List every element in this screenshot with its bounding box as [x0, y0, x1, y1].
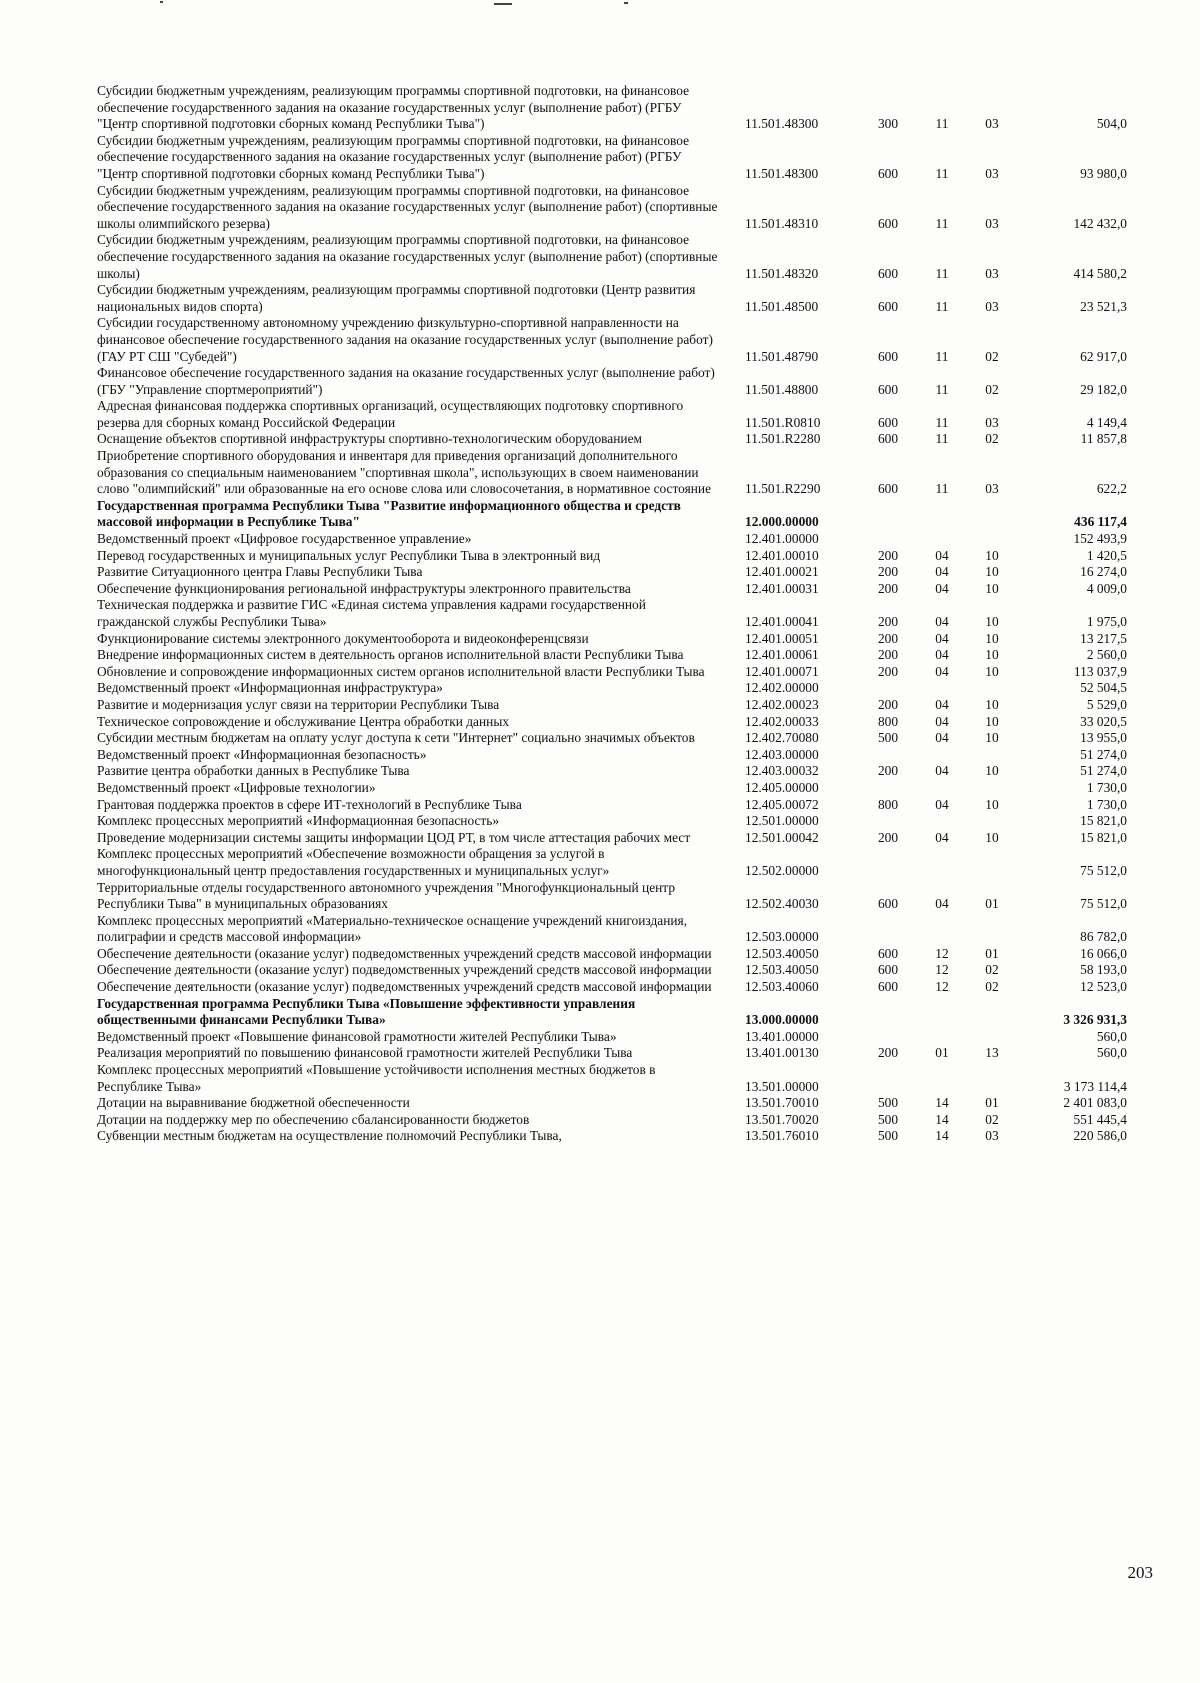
row-code: 12.501.00000 — [745, 813, 819, 829]
row-subsection: 02 — [985, 348, 999, 364]
row-section — [917, 813, 967, 830]
row-amount: 2 560,0 — [1086, 647, 1127, 663]
row-subsection: 10 — [985, 763, 999, 779]
row-section: 04 — [935, 614, 949, 629]
table-row — [97, 597, 1137, 630]
row-name: Оснащение объектов спортивной инфраструктуры спортивно-технологическим оборудованием — [97, 431, 642, 447]
row-subsection: 03 — [985, 215, 999, 231]
row-amount: 52 504,5 — [1080, 680, 1127, 696]
row-expense-type — [859, 498, 917, 531]
table-row — [97, 714, 1137, 731]
row-expense-type — [859, 1029, 917, 1046]
row-code: 12.503.00000 — [745, 929, 819, 945]
row-section: 04 — [935, 647, 949, 663]
row-code: 12.502.00000 — [745, 862, 819, 878]
row-expense-type — [859, 680, 917, 697]
row-code: 11.501.48300 — [745, 165, 819, 181]
row-amount: 15 821,0 — [1080, 829, 1127, 845]
row-code: 11.501.R2290 — [745, 481, 821, 497]
row-code: 12.502.40030 — [745, 896, 819, 912]
row-expense-type — [859, 996, 917, 1029]
row-code: 11.501.R0810 — [745, 414, 821, 430]
table-row — [97, 365, 1137, 398]
row-amount: 86 782,0 — [1080, 929, 1127, 945]
row-code: 12.401.00010 — [745, 547, 819, 563]
row-code: 13.501.70010 — [745, 1095, 819, 1111]
row-amount: 436 117,4 — [1074, 514, 1127, 530]
row-subsection: 10 — [985, 547, 999, 563]
row-name: Субвенции местным бюджетам на осуществление полномочий Республики Тыва, — [97, 1128, 562, 1144]
row-subsection — [967, 996, 1017, 1029]
row-subsection: 03 — [985, 265, 999, 281]
row-expense-type: 600 — [877, 896, 899, 912]
row-code: 12.401.00031 — [745, 580, 819, 596]
row-section: 12 — [935, 979, 949, 995]
row-code: 12.401.00041 — [745, 614, 819, 629]
row-section: 11 — [935, 116, 949, 132]
row-name: Государственная программа Республики Тыва "Развитие информационного общества и средств массовой информации в Республике Тыва" — [97, 497, 681, 530]
row-subsection — [967, 1029, 1017, 1046]
row-section: 14 — [935, 1095, 949, 1111]
row-code: 11.501.48300 — [745, 116, 819, 132]
table-row — [97, 730, 1137, 747]
row-subsection — [967, 1062, 1017, 1095]
table-row — [97, 813, 1137, 830]
table-row — [97, 431, 1137, 448]
row-subsection: 01 — [985, 1095, 999, 1111]
row-code: 11.501.48310 — [745, 215, 819, 231]
row-expense-type: 800 — [877, 796, 899, 812]
row-name: Приобретение спортивного оборудования и инвентаря для приведения организаций дополнительного образования со специальным наименованием "спортивная школа", использующих в своем наименовании слово "олимпийский" или образованные на его основе слова или словосочетания, в нормативное состояние — [97, 448, 712, 497]
row-section: 12 — [935, 945, 949, 961]
row-name: Ведомственный проект «Цифровое государственное управление» — [97, 531, 472, 547]
row-subsection: 02 — [985, 1111, 999, 1127]
row-code: 12.401.00061 — [745, 647, 819, 663]
row-amount: 15 821,0 — [1080, 813, 1127, 829]
row-subsection: 03 — [985, 481, 999, 497]
table-row — [97, 631, 1137, 648]
row-name: Ведомственный проект «Информационная инфраструктура» — [97, 680, 443, 696]
row-name: Проведение модернизации системы защиты информации ЦОД РТ, в том числе аттестация рабочих мест — [97, 829, 691, 845]
row-expense-type: 600 — [877, 298, 899, 314]
row-name: Грантовая поддержка проектов в сфере ИТ-технологий в Республике Тыва — [97, 796, 522, 812]
table-row — [97, 548, 1137, 565]
row-subsection: 03 — [985, 116, 999, 132]
row-amount: 113 037,9 — [1073, 663, 1127, 679]
row-expense-type: 200 — [877, 580, 899, 596]
table-row — [97, 979, 1137, 996]
row-name: Обеспечение деятельности (оказание услуг) подведомственных учреждений средств массовой информации — [97, 945, 712, 961]
row-expense-type: 500 — [877, 1095, 899, 1111]
row-amount: 504,0 — [1096, 116, 1127, 132]
row-amount: 1 975,0 — [1086, 614, 1127, 629]
row-expense-type: 600 — [877, 962, 899, 978]
row-expense-type: 600 — [877, 414, 899, 430]
table-row — [97, 133, 1137, 183]
row-subsection — [967, 747, 1017, 764]
row-expense-type: 200 — [877, 614, 899, 629]
row-amount: 560,0 — [1096, 1045, 1127, 1061]
page-number: 203 — [1127, 1563, 1153, 1582]
table-row — [97, 780, 1137, 797]
row-amount: 4 149,4 — [1086, 414, 1127, 430]
row-name: Адресная финансовая поддержка спортивных организаций, осуществляющих подготовку спортивного резерва для сборных команд Российской Федерации — [97, 398, 684, 430]
row-section: 04 — [935, 730, 949, 746]
row-expense-type — [859, 780, 917, 797]
table-row — [97, 946, 1137, 963]
row-name: Дотации на поддержку мер по обеспечению сбалансированности бюджетов — [97, 1111, 530, 1127]
row-amount: 414 580,2 — [1073, 265, 1127, 281]
row-name: Дотации на выравнивание бюджетной обеспеченности — [97, 1095, 410, 1111]
row-amount: 1 420,5 — [1086, 547, 1127, 563]
row-section — [917, 913, 967, 946]
row-name: Перевод государственных и муниципальных услуг Республики Тыва в электронный вид — [97, 547, 601, 563]
row-section: 12 — [935, 962, 949, 978]
row-section — [917, 846, 967, 879]
row-expense-type: 200 — [877, 630, 899, 646]
table-row — [97, 564, 1137, 581]
row-amount: 75 512,0 — [1080, 896, 1127, 912]
row-subsection: 10 — [985, 630, 999, 646]
row-name: Реализация мероприятий по повышению финансовой грамотности жителей Республики Тыва — [97, 1045, 633, 1061]
row-subsection: 01 — [985, 896, 999, 912]
table-row — [97, 697, 1137, 714]
row-code: 12.402.00033 — [745, 713, 819, 729]
row-code: 12.403.00000 — [745, 746, 819, 762]
row-amount: 16 066,0 — [1080, 945, 1127, 961]
row-amount: 16 274,0 — [1080, 564, 1127, 580]
row-expense-type — [859, 846, 917, 879]
table-row — [97, 880, 1137, 913]
row-name: Субсидии бюджетным учреждениям, реализующим программы спортивной подготовки (Центр развития национальных видов спорта) — [97, 282, 696, 314]
row-name: Ведомственный проект «Информационная безопасность» — [97, 746, 427, 762]
table-row — [97, 846, 1137, 879]
row-section: 14 — [935, 1111, 949, 1127]
row-code: 11.501.R2280 — [745, 431, 821, 447]
row-expense-type: 500 — [877, 1128, 899, 1144]
budget-table — [97, 83, 1137, 1145]
row-section: 04 — [935, 547, 949, 563]
row-name: Государственная программа Республики Тыва «Повышение эффективности управления общественными финансами Республики Тыва» — [97, 995, 636, 1028]
table-row — [97, 763, 1137, 780]
row-section — [917, 996, 967, 1029]
row-name: Обновление и сопровождение информационных систем органов исполнительной власти Республики Тыва — [97, 663, 705, 679]
row-code: 13.501.70020 — [745, 1111, 819, 1127]
row-section: 11 — [935, 215, 949, 231]
scan-top-marks — [0, 0, 1200, 12]
row-name: Комплекс процессных мероприятий «Повышение устойчивости исполнения местных бюджетов в Республике Тыва» — [97, 1062, 656, 1094]
table-row — [97, 1095, 1137, 1112]
row-expense-type: 200 — [877, 696, 899, 712]
row-subsection: 10 — [985, 730, 999, 746]
row-expense-type: 600 — [877, 265, 899, 281]
row-subsection: 02 — [985, 381, 999, 397]
table-row — [97, 398, 1137, 431]
table-row — [97, 581, 1137, 598]
table-row — [97, 448, 1137, 498]
row-code: 11.501.48800 — [745, 381, 819, 397]
row-amount: 12 523,0 — [1080, 979, 1127, 995]
table-row — [97, 1062, 1137, 1095]
row-section — [917, 1029, 967, 1046]
row-section: 01 — [935, 1045, 949, 1061]
row-expense-type — [859, 747, 917, 764]
row-amount: 58 193,0 — [1080, 962, 1127, 978]
row-name: Субсидии бюджетным учреждениям, реализующим программы спортивной подготовки, на финансовое обеспечение государственного задания на оказание государственных услуг (выполнение работ) (спортивные школы) — [97, 232, 718, 281]
row-expense-type — [859, 1062, 917, 1095]
row-code: 12.402.00000 — [745, 680, 819, 696]
row-name: Развитие центра обработки данных в Республике Тыва — [97, 763, 410, 779]
row-code: 13.401.00000 — [745, 1028, 819, 1044]
table-row — [97, 680, 1137, 697]
row-amount: 2 401 083,0 — [1063, 1095, 1127, 1111]
row-amount: 1 730,0 — [1086, 779, 1127, 795]
table-row — [97, 498, 1137, 531]
row-amount: 62 917,0 — [1080, 348, 1127, 364]
row-amount: 551 445,4 — [1073, 1111, 1127, 1127]
row-code: 11.501.48500 — [745, 298, 819, 314]
row-name: Субсидии бюджетным учреждениям, реализующим программы спортивной подготовки, на финансовое обеспечение государственного задания на оказание государственных услуг (выполнение работ) (спортивные школы олимпийского резерва) — [97, 182, 718, 231]
row-amount: 4 009,0 — [1086, 580, 1127, 596]
row-section: 11 — [935, 165, 949, 181]
row-code: 12.401.00051 — [745, 630, 819, 646]
table-row — [97, 1128, 1137, 1145]
row-amount: 1 730,0 — [1086, 796, 1127, 812]
row-section: 11 — [935, 414, 949, 430]
row-subsection — [967, 680, 1017, 697]
row-amount: 152 493,9 — [1073, 531, 1127, 547]
row-expense-type: 200 — [877, 564, 899, 580]
row-subsection: 10 — [985, 663, 999, 679]
row-subsection: 03 — [985, 1128, 999, 1144]
row-name: Субсидии бюджетным учреждениям, реализующим программы спортивной подготовки, на финансовое обеспечение государственного задания на оказание государственных услуг (выполнение работ) (РГБУ "Центр спортивной подготовки сборных команд Республики Тыва") — [97, 83, 690, 132]
row-name: Комплекс процессных мероприятий «Обеспечение возможности обращения за услугой в многофункциональный центр предоставления государственных и муниципальных услуг» — [97, 846, 610, 878]
row-code: 12.000.00000 — [745, 514, 819, 530]
table-row — [97, 664, 1137, 681]
table-row — [97, 315, 1137, 365]
row-name: Комплекс процессных мероприятий «Материально-техническое оснащение учреждений книгоиздания, полиграфии и средств массовой информации» — [97, 912, 688, 945]
row-name: Субсидии государственному автономному учреждению физкультурно-спортивной направленности на финансовое обеспечение государственного задания на оказание государственных услуг (выполнение работ) (ГАУ РТ СШ "Субедей") — [97, 315, 713, 364]
row-name: Функционирование системы электронного документооборота и видеоконференцсвязи — [97, 630, 589, 646]
row-section — [917, 747, 967, 764]
row-section: 11 — [935, 348, 949, 364]
row-code: 13.401.00130 — [745, 1045, 819, 1061]
row-code: 13.501.76010 — [745, 1128, 819, 1144]
table-row — [97, 962, 1137, 979]
row-name: Развитие Ситуационного центра Главы Республики Тыва — [97, 564, 423, 580]
table-row — [97, 183, 1137, 233]
row-section: 11 — [935, 431, 949, 447]
row-amount: 11 857,8 — [1080, 431, 1127, 447]
row-amount: 560,0 — [1096, 1028, 1127, 1044]
row-subsection — [967, 913, 1017, 946]
table-row — [97, 282, 1137, 315]
row-subsection — [967, 498, 1017, 531]
row-subsection — [967, 531, 1017, 548]
row-subsection: 10 — [985, 647, 999, 663]
row-amount: 13 955,0 — [1080, 730, 1127, 746]
row-code: 12.503.40060 — [745, 979, 819, 995]
row-name: Внедрение информационных систем в деятельность органов исполнительной власти Республики Тыва — [97, 647, 684, 663]
row-expense-type: 200 — [877, 763, 899, 779]
row-subsection: 02 — [985, 962, 999, 978]
row-section: 04 — [935, 564, 949, 580]
row-expense-type: 600 — [877, 165, 899, 181]
row-subsection: 02 — [985, 979, 999, 995]
table-row — [97, 996, 1137, 1029]
row-section — [917, 780, 967, 797]
row-name: Техническая поддержка и развитие ГИС «Единая система управления кадрами государственной гражданской службы Республики Тыва» — [97, 597, 646, 629]
row-amount: 33 020,5 — [1080, 713, 1127, 729]
row-amount: 51 274,0 — [1080, 746, 1127, 762]
row-amount: 93 980,0 — [1080, 165, 1127, 181]
row-section: 11 — [935, 481, 949, 497]
row-section: 04 — [935, 696, 949, 712]
row-amount: 3 173 114,4 — [1063, 1078, 1127, 1094]
row-code: 12.503.40050 — [745, 945, 819, 961]
row-name: Техническое сопровождение и обслуживание Центра обработки данных — [97, 713, 510, 729]
row-subsection: 10 — [985, 796, 999, 812]
row-expense-type: 600 — [877, 215, 899, 231]
row-amount: 29 182,0 — [1080, 381, 1127, 397]
table-row — [97, 1045, 1137, 1062]
table-row — [97, 83, 1137, 133]
row-amount: 5 529,0 — [1086, 696, 1127, 712]
row-expense-type — [859, 813, 917, 830]
row-name: Обеспечение деятельности (оказание услуг) подведомственных учреждений средств массовой информации — [97, 962, 712, 978]
row-name: Субсидии бюджетным учреждениям, реализующим программы спортивной подготовки, на финансовое обеспечение государственного задания на оказание государственных услуг (выполнение работ) (РГБУ "Центр спортивной подготовки сборных команд Республики Тыва") — [97, 132, 690, 181]
row-section: 04 — [935, 829, 949, 845]
row-subsection: 01 — [985, 945, 999, 961]
row-expense-type: 600 — [877, 431, 899, 447]
row-amount: 3 326 931,3 — [1063, 1012, 1127, 1028]
row-expense-type — [859, 913, 917, 946]
row-section: 04 — [935, 630, 949, 646]
row-expense-type: 200 — [877, 663, 899, 679]
row-expense-type: 200 — [877, 829, 899, 845]
row-amount: 51 274,0 — [1080, 763, 1127, 779]
row-code: 11.501.48790 — [745, 348, 819, 364]
row-amount: 622,2 — [1096, 481, 1127, 497]
row-amount: 13 217,5 — [1080, 630, 1127, 646]
row-section: 04 — [935, 763, 949, 779]
row-expense-type: 600 — [877, 945, 899, 961]
row-section — [917, 498, 967, 531]
row-code: 12.401.00071 — [745, 663, 819, 679]
row-name: Обеспечение деятельности (оказание услуг) подведомственных учреждений средств массовой информации — [97, 979, 712, 995]
table-row — [97, 1029, 1137, 1046]
row-subsection — [967, 780, 1017, 797]
row-amount: 220 586,0 — [1073, 1128, 1127, 1144]
row-section: 14 — [935, 1128, 949, 1144]
row-name: Ведомственный проект «Повышение финансовой грамотности жителей Республики Тыва» — [97, 1028, 617, 1044]
row-section: 11 — [935, 298, 949, 314]
row-name: Финансовое обеспечение государственного задания на оказание государственных услуг (выполнение работ) (ГБУ "Управление спортмероприятий") — [97, 365, 715, 397]
row-code: 12.503.40050 — [745, 962, 819, 978]
row-code: 12.501.00042 — [745, 829, 819, 845]
table-row — [97, 797, 1137, 814]
row-expense-type: 500 — [877, 730, 899, 746]
table-row — [97, 1112, 1137, 1129]
row-code: 12.401.00021 — [745, 564, 819, 580]
row-code: 11.501.48320 — [745, 265, 819, 281]
row-expense-type: 600 — [877, 481, 899, 497]
row-name: Территориальные отделы государственного автономного учреждения "Многофункциональный центр Республики Тыва" в муниципальных образованиях — [97, 879, 676, 912]
row-code: 13.501.00000 — [745, 1078, 819, 1094]
row-expense-type: 800 — [877, 713, 899, 729]
row-subsection: 10 — [985, 829, 999, 845]
row-section: 04 — [935, 663, 949, 679]
row-subsection — [967, 813, 1017, 830]
row-amount: 23 521,3 — [1080, 298, 1127, 314]
row-expense-type: 600 — [877, 348, 899, 364]
row-expense-type: 200 — [877, 547, 899, 563]
table-row — [97, 232, 1137, 282]
row-section: 11 — [935, 381, 949, 397]
row-expense-type: 500 — [877, 1111, 899, 1127]
row-code: 12.402.00023 — [745, 696, 819, 712]
row-subsection: 13 — [985, 1045, 999, 1061]
row-subsection: 10 — [985, 696, 999, 712]
row-section — [917, 531, 967, 548]
row-name: Ведомственный проект «Цифровые технологии» — [97, 779, 376, 795]
row-amount: 75 512,0 — [1080, 862, 1127, 878]
row-section: 04 — [935, 713, 949, 729]
row-expense-type: 600 — [877, 381, 899, 397]
table-row — [97, 913, 1137, 946]
row-section: 04 — [935, 796, 949, 812]
row-name: Субсидии местным бюджетам на оплату услуг доступа к сети "Интернет" социально значимых объектов — [97, 730, 695, 746]
row-name: Развитие и модернизация услуг связи на территории Республики Тыва — [97, 696, 500, 712]
table-row — [97, 647, 1137, 664]
row-code: 13.000.00000 — [745, 1012, 819, 1028]
row-subsection: 10 — [985, 564, 999, 580]
row-section — [917, 1062, 967, 1095]
row-code: 12.401.00000 — [745, 531, 819, 547]
row-section — [917, 680, 967, 697]
row-subsection: 10 — [985, 614, 999, 629]
row-subsection: 03 — [985, 414, 999, 430]
row-subsection — [967, 846, 1017, 879]
table-row — [97, 531, 1137, 548]
row-expense-type: 200 — [877, 647, 899, 663]
row-expense-type: 300 — [877, 116, 899, 132]
row-subsection: 03 — [985, 165, 999, 181]
row-name: Обеспечение функционирования региональной инфраструктуры электронного правительства — [97, 580, 631, 596]
row-expense-type: 600 — [877, 979, 899, 995]
row-code: 12.405.00072 — [745, 796, 819, 812]
row-section: 04 — [935, 580, 949, 596]
row-expense-type — [859, 531, 917, 548]
row-code: 12.403.00032 — [745, 763, 819, 779]
row-subsection: 03 — [985, 298, 999, 314]
row-section: 11 — [935, 265, 949, 281]
row-subsection: 10 — [985, 713, 999, 729]
row-subsection: 02 — [985, 431, 999, 447]
row-amount: 142 432,0 — [1073, 215, 1127, 231]
row-code: 12.402.70080 — [745, 730, 819, 746]
row-section: 04 — [935, 896, 949, 912]
row-code: 12.405.00000 — [745, 779, 819, 795]
budget-table-body — [97, 83, 1137, 1145]
row-subsection: 10 — [985, 580, 999, 596]
row-name: Комплекс процессных мероприятий «Информационная безопасность» — [97, 813, 500, 829]
table-row — [97, 830, 1137, 847]
table-row — [97, 747, 1137, 764]
row-expense-type: 200 — [877, 1045, 899, 1061]
